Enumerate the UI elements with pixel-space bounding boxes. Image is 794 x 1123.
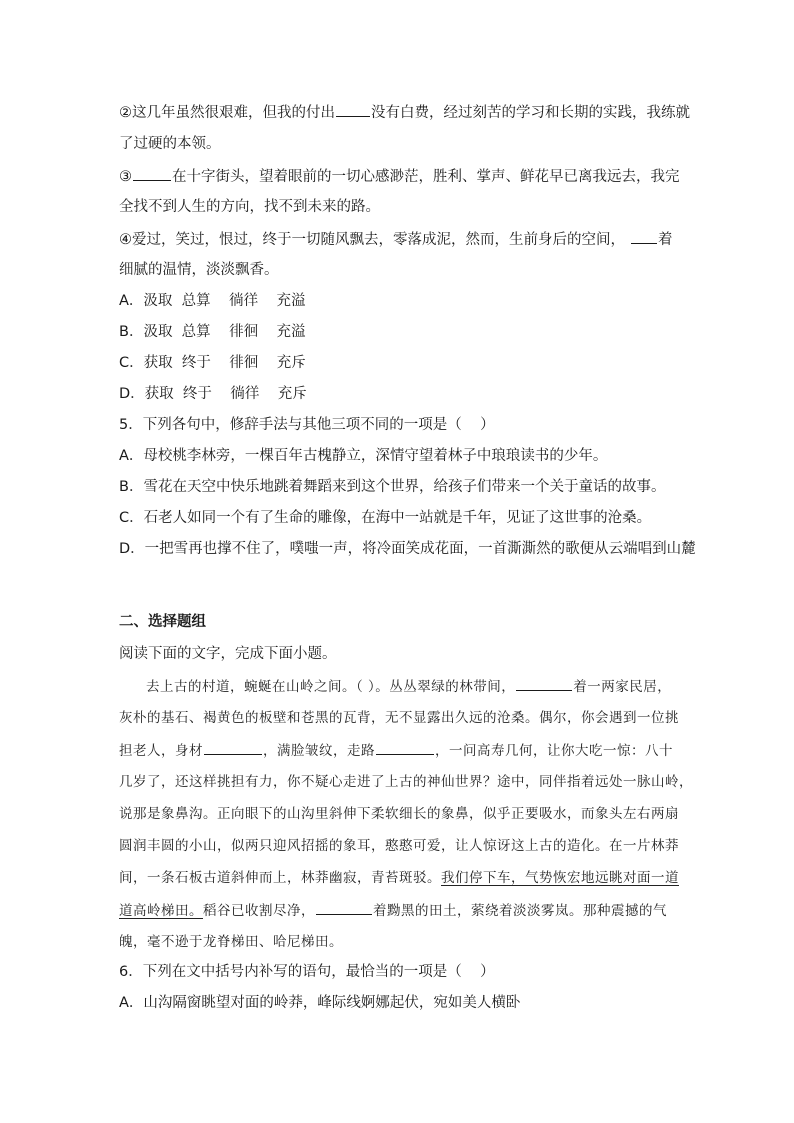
text: 了过硬的本领。: [119, 136, 221, 152]
text: ②这几年虽然很艰难，但我的付出: [119, 105, 335, 121]
q5-option-d: D．一把雪再也撑不住了，噗嗤一声，将冷面笑成花面，一首澌澌然的歌便从云端唱到山麓: [119, 541, 696, 557]
text: 着: [658, 232, 673, 248]
text: ④爱过，笑过，恨过，终于一切随风飘去，零落成泥，然而，生前身后的空间，: [119, 232, 625, 248]
text: 全找不到人生的方向，找不到未来的路。: [119, 199, 380, 215]
passage-line-5: 说那是象鼻沟。正向眼下的山沟里斜伸下柔软细长的象鼻，似乎正要吸水，而象头左右两扇: [119, 806, 679, 822]
q6-stem: 6．下列在文中括号内补写的语句，最恰当的一项是（ ）: [119, 964, 495, 980]
passage-line-8: [119, 900, 667, 921]
passage-line-4: 几岁了，还这样挑担有力，你不疑心走进了上古的神仙世界？途中，同伴指着远处一脉山岭，: [119, 774, 693, 790]
text: 担老人，身材: [119, 743, 203, 759]
passage-line-3: [119, 740, 673, 761]
q4-item-3-line2: [119, 197, 380, 217]
q5-option-b: B．雪花在天空中快乐地跳着舞蹈来到这个世界，给孩子们带来一个关于童话的故事。: [119, 479, 666, 495]
text: 在十字街头，望着眼前的一切心感渺茫，胜利、掌声、鲜花早已离我远去，我完: [172, 169, 680, 185]
text: 着黝黑的田土，萦绕着淡淡雾岚。那种震撼的气: [373, 903, 667, 919]
q4-option-a: A．汲取 总算 徜徉 充溢: [119, 293, 306, 309]
fill-blank: [204, 740, 262, 755]
q5-option-c: C．石老人如同一个有了生命的雕像，在海中一站就是千年，见证了这世事的沧桑。: [119, 510, 652, 526]
text: ，一问高寿几何，让你大吃一惊：八十: [435, 743, 673, 759]
fill-blank: [516, 676, 572, 691]
underlined-sentence: 道高岭梯田。: [119, 903, 203, 919]
fill-blank: [133, 166, 171, 181]
text: 没有白费，经过刻苦的学习和长期的实践，我练就: [371, 105, 690, 121]
section-instruction: 阅读下面的文字，完成下面小题。: [119, 646, 337, 662]
text: 稻谷已收割尽净，: [203, 903, 315, 919]
q4-item-2-line1: [119, 102, 690, 123]
passage-line-1: [146, 676, 671, 697]
q4-item-2-line2: [119, 134, 221, 154]
q4-option-c: C．获取 终于 徘徊 充斥: [119, 355, 306, 371]
q4-option-b: B．汲取 总算 徘徊 充溢: [119, 324, 306, 340]
q5-stem: 5．下列各句中，修辞手法与其他三项不同的一项是（ ）: [119, 417, 495, 433]
passage-line-9: 魄，毫不逊于龙脊梯田、哈尼梯田。: [119, 934, 343, 950]
fill-blank: [631, 229, 657, 244]
text: 着一两家民居，: [573, 679, 672, 695]
q5-option-a: A．母校桃李林旁，一棵百年古槐静立，深情守望着林子中琅琅读书的少年。: [119, 448, 608, 464]
q4-item-4-line1: [119, 229, 673, 250]
text: 间，一条石板古道斜伸而上，林莽幽寂，青苔斑驳。: [119, 870, 441, 886]
q6-option-a: A．山沟隔窗眺望对面的岭莽，峰际线婀娜起伏，宛如美人横卧: [119, 995, 521, 1011]
text: 细腻的温情，淡淡飘香。: [119, 262, 279, 278]
text: ，满脸皱纹，走路: [263, 743, 375, 759]
q4-option-d: D．获取 终于 徜徉 充斥: [119, 386, 307, 402]
text: 去上古的村道，蜿蜒在山岭之间。（ ）。丛丛翠绿的林带间，: [146, 679, 516, 695]
section-title: 二、选择题组: [119, 613, 206, 630]
fill-blank: [316, 900, 372, 915]
text: ③: [119, 169, 132, 185]
q4-item-4-line2: [119, 260, 279, 280]
passage-line-7: [119, 868, 679, 888]
underlined-sentence: 我们停下车，气势恢宏地远眺对面一道: [441, 870, 679, 886]
passage-line-2: 灰朴的基石、褐黄色的板壁和苍黑的瓦背，无不显露出久远的沧桑。偶尔，你会遇到一位挑: [119, 710, 679, 726]
fill-blank: [336, 102, 370, 117]
fill-blank: [376, 740, 434, 755]
passage-line-6: 圆润丰圆的小山，似两只迎风招摇的象耳，憨憨可爱，让人惊讶这上古的造化。在一片林莽: [119, 838, 679, 854]
q4-item-3-line1: [119, 166, 680, 187]
